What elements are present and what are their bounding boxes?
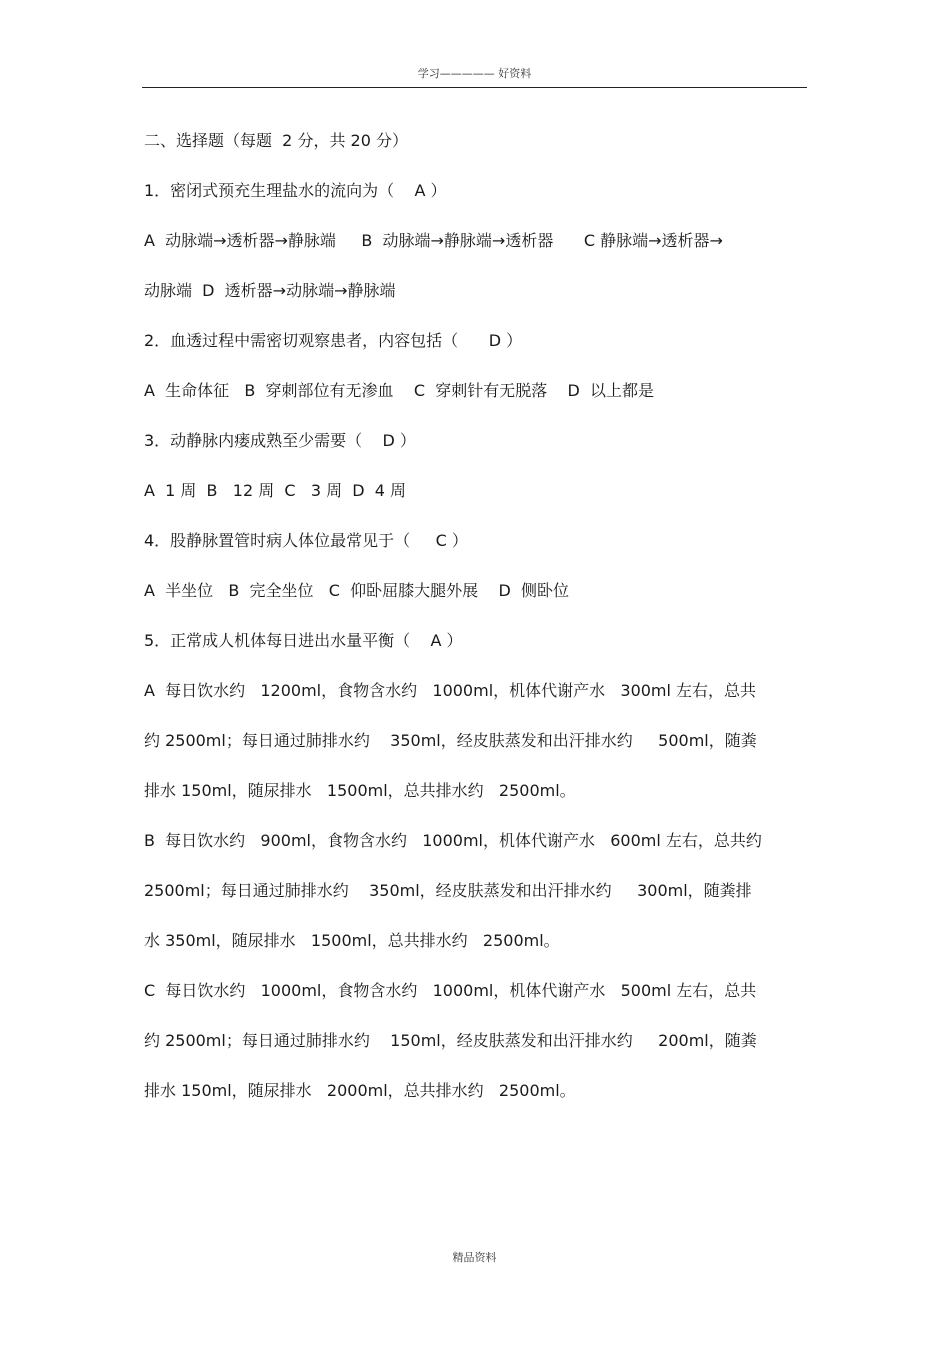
- question-5: 5．正常成人机体每日进出水量平衡（ A ）: [144, 631, 463, 650]
- question-5-option-a: A 每日饮水约 1200ml，食物含水约 1000ml，机体代谢产水 300ml 左右，总共: [144, 681, 757, 700]
- question-5-option-a-cont: 排水 150ml，随尿排水 1500ml，总共排水约 2500ml。: [144, 781, 576, 800]
- question-4-options: A 半坐位 B 完全坐位 C 仰卧屈膝大腿外展 D 侧卧位: [144, 581, 569, 600]
- question-1-options-cont: 动脉端 D 透析器→动脉端→静脉端: [144, 281, 396, 300]
- question-5-option-c: C 每日饮水约 1000ml，食物含水约 1000ml，机体代谢产水 500ml 左右，总共: [144, 981, 757, 1000]
- page-footer: 精品资料: [452, 1251, 497, 1264]
- question-3: 3．动静脉内瘘成熟至少需要（ D ）: [144, 431, 416, 450]
- section-title: 二、选择题（每题 2 分，共 20 分）: [144, 131, 408, 150]
- question-4: 4．股静脉置管时病人体位最常见于（ C ）: [144, 531, 468, 550]
- question-1-options: A 动脉端→透析器→静脉端 B 动脉端→静脉端→透析器 C 静脉端→透析器→: [144, 231, 723, 250]
- question-5-option-c-cont: 约 2500ml；每日通过肺排水约 150ml，经皮肤蒸发和出汗排水约 200ml，随粪: [144, 1031, 757, 1050]
- document-body: [144, 120, 804, 1120]
- question-5-option-b-cont: 2500ml；每日通过肺排水约 350ml，经皮肤蒸发和出汗排水约 300ml，随粪排: [144, 881, 752, 900]
- question-2: 2．血透过程中需密切观察患者，内容包括（ D ）: [144, 331, 523, 350]
- header-rule: [142, 87, 807, 88]
- question-5-option-b: B 每日饮水约 900ml，食物含水约 1000ml，机体代谢产水 600ml 左右，总共约: [144, 831, 762, 850]
- question-1: 1．密闭式预充生理盐水的流向为（ A ）: [144, 181, 447, 200]
- question-5-option-a-cont: 约 2500ml；每日通过肺排水约 350ml，经皮肤蒸发和出汗排水约 500ml，随粪: [144, 731, 757, 750]
- question-3-options: A 1 周 B 12 周 C 3 周 D 4 周: [144, 481, 407, 500]
- question-5-option-c-cont: 排水 150ml，随尿排水 2000ml，总共排水约 2500ml。: [144, 1081, 576, 1100]
- question-5-option-b-cont: 水 350ml，随尿排水 1500ml，总共排水约 2500ml。: [144, 931, 560, 950]
- page-header: 学习————— 好资料: [417, 67, 532, 80]
- question-2-options: A 生命体征 B 穿刺部位有无渗血 C 穿刺针有无脱落 D 以上都是: [144, 381, 655, 400]
